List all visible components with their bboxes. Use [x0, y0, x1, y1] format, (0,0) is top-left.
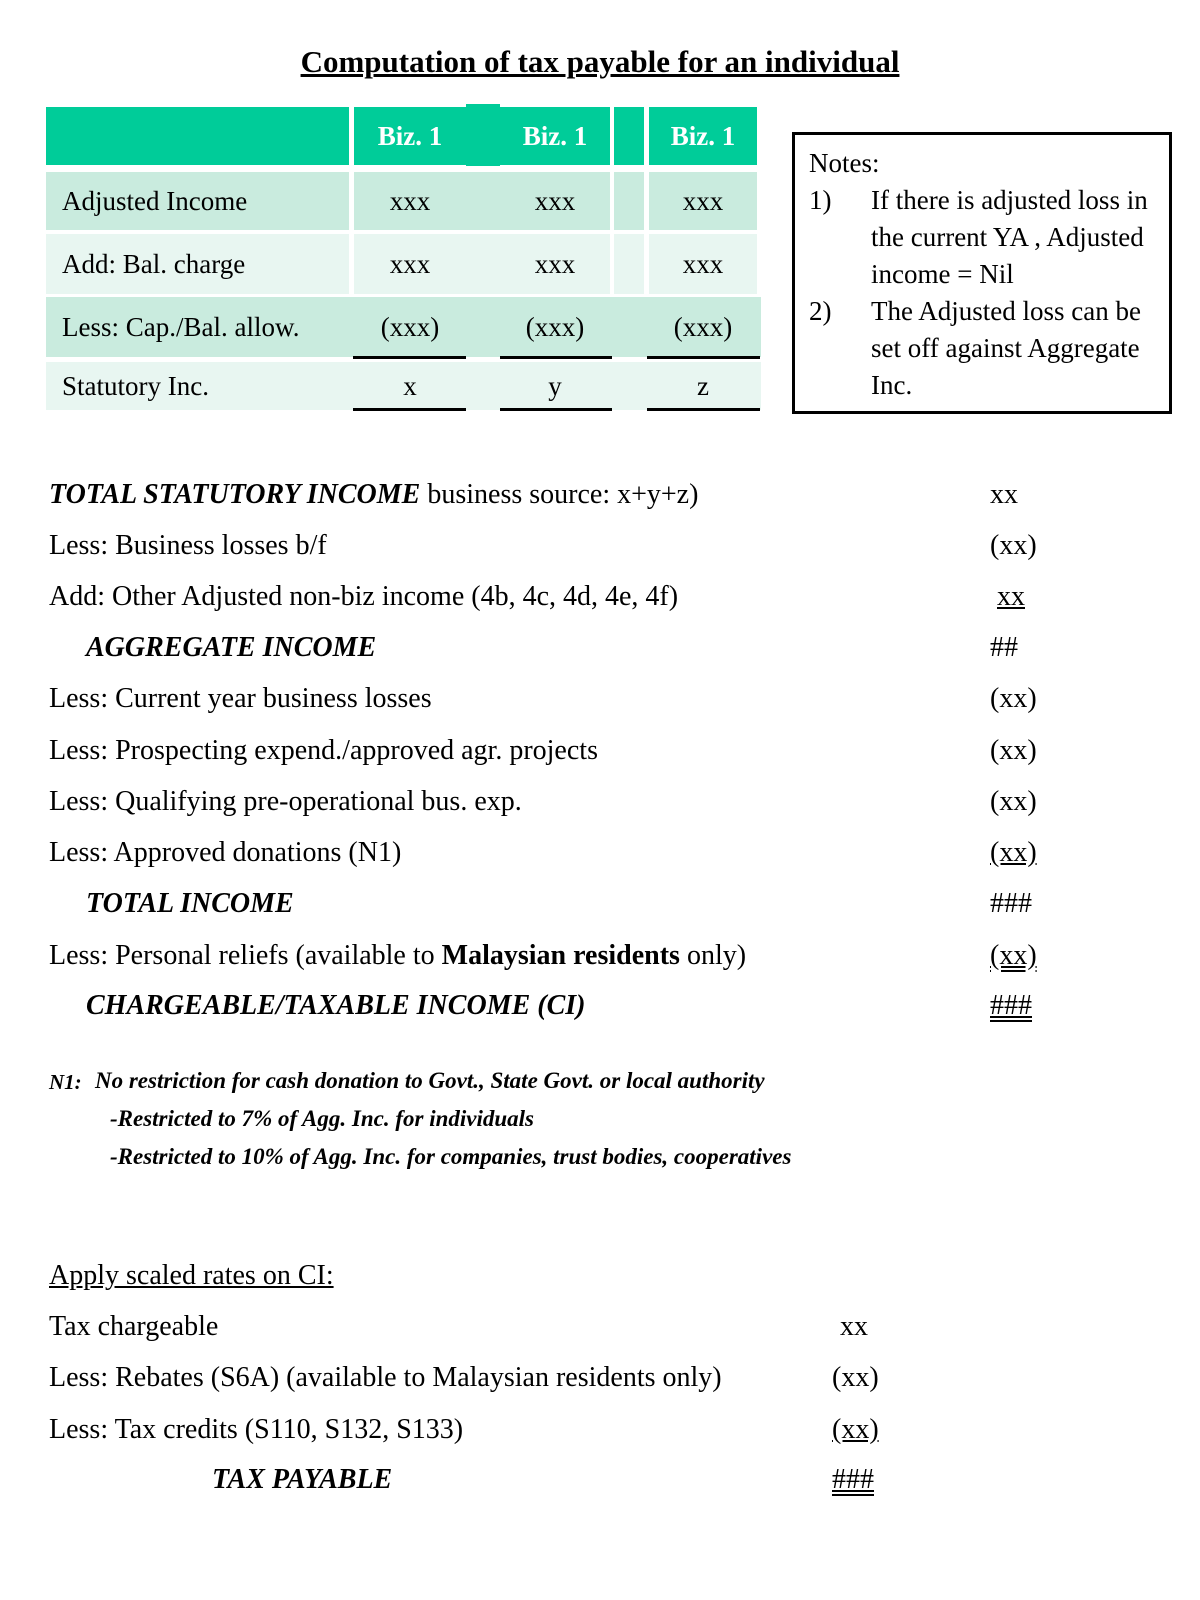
- table-header-gap: [614, 107, 644, 165]
- tax-payable-amount: ###: [832, 1464, 874, 1495]
- less-rebates-amount: (xx): [832, 1362, 879, 1393]
- table-cell: xxx: [500, 172, 610, 230]
- less-current-losses: Less: Current year business losses: [49, 683, 432, 714]
- table-header-biz-2: Biz. 1: [500, 107, 610, 165]
- row-label-balancing-charge: Add: Bal. charge: [46, 234, 349, 294]
- personal-reliefs-suffix: only): [679, 940, 747, 971]
- total-income-label: TOTAL INCOME: [86, 888, 294, 919]
- table-cell: xxx: [649, 234, 757, 294]
- total-statutory-income-label: TOTAL STATUTORY INCOME: [49, 479, 421, 510]
- total-line: [500, 408, 612, 411]
- chargeable-income-amount: ###: [990, 990, 1032, 1021]
- table-cell: (xxx): [525, 311, 585, 342]
- aggregate-income-label: AGGREGATE INCOME: [86, 632, 377, 663]
- subtotal-line: [500, 356, 612, 359]
- notes-heading: Notes:: [809, 148, 880, 178]
- less-preoperational-amount: (xx): [990, 786, 1037, 817]
- note-number: 2): [809, 296, 832, 326]
- table-cell: z: [697, 370, 709, 401]
- less-preoperational: Less: Qualifying pre-operational bus. exp.: [49, 786, 522, 817]
- table-spacer: [466, 172, 500, 230]
- table-cell: xxx: [500, 234, 610, 294]
- note-text: The Adjusted loss can be set off against Aggregate Inc.: [871, 296, 1141, 400]
- table-cell: xxx: [354, 172, 466, 230]
- table-cell: (xxx): [380, 311, 440, 342]
- add-other-income-amount: xx: [997, 581, 1025, 612]
- tax-payable-label: TAX PAYABLE: [212, 1464, 393, 1495]
- row-label-capital-allowance: Less: Cap./Bal. allow.: [46, 297, 349, 357]
- personal-reliefs-amount: (xx): [990, 940, 1037, 971]
- total-line: [647, 408, 760, 411]
- less-prospecting: Less: Prospecting expend./approved agr. projects: [49, 735, 598, 766]
- personal-reliefs-row: [49, 940, 746, 972]
- add-other-income: Add: Other Adjusted non-biz income (4b, 4c, 4d, 4e, 4f): [49, 581, 679, 612]
- note-text: If there is adjusted loss in the current YA , Adjusted income = Nil: [871, 185, 1148, 289]
- table-header-biz-3: Biz. 1: [649, 107, 757, 165]
- less-rebates: Less: Rebates (S6A) (available to Malaysian residents only): [49, 1362, 722, 1393]
- table-spacer: [614, 172, 644, 230]
- table-cell: xxx: [649, 172, 757, 230]
- less-tax-credits: Less: Tax credits (S110, S132, S133): [49, 1414, 464, 1445]
- row-label-adjusted-income: Adjusted Income: [46, 172, 349, 230]
- total-statutory-income-amount: xx: [990, 479, 1018, 510]
- total-line: [353, 408, 466, 411]
- table-cell: x: [403, 370, 417, 401]
- footnote-line: -Restricted to 7% of Agg. Inc. for individuals: [110, 1106, 535, 1131]
- table-cell: y: [548, 370, 562, 401]
- tax-chargeable-amount: xx: [840, 1311, 868, 1342]
- less-business-losses-bf: Less: Business losses b/f: [49, 530, 327, 561]
- tax-chargeable: Tax chargeable: [49, 1311, 219, 1342]
- less-tax-credits-amount: (xx): [832, 1414, 879, 1445]
- table-header-blank: [46, 107, 349, 165]
- tax-heading: Apply scaled rates on CI:: [49, 1260, 334, 1291]
- table-header-spacer: [466, 104, 500, 166]
- page-title: Computation of tax payable for an individual: [300, 44, 900, 79]
- total-income-amount: ###: [990, 888, 1032, 919]
- table-cell: (xxx): [673, 311, 733, 342]
- less-donations-amount: (xx): [990, 837, 1037, 868]
- personal-reliefs-prefix: Less: Personal reliefs (available to: [49, 940, 442, 971]
- personal-reliefs-bold: Malaysian residents: [441, 940, 680, 971]
- subtotal-line: [353, 356, 466, 359]
- less-donations: Less: Approved donations (N1): [49, 837, 402, 868]
- table-spacer: [614, 234, 644, 294]
- note-number: 1): [809, 185, 832, 215]
- table-cell: xxx: [354, 234, 466, 294]
- subtotal-line: [647, 356, 760, 359]
- footnote-lead: N1:: [49, 1070, 82, 1094]
- footnote-line: No restriction for cash donation to Govt., State Govt. or local authority: [95, 1068, 765, 1093]
- table-spacer: [466, 234, 500, 294]
- row-label-statutory-income: Statutory Inc.: [46, 362, 349, 410]
- total-statutory-income-suffix: business source: x+y+z): [420, 479, 699, 510]
- less-business-losses-bf-amount: (xx): [990, 530, 1037, 561]
- chargeable-income-label: CHARGEABLE/TAXABLE INCOME (CI): [86, 990, 586, 1021]
- total-statutory-income-row: [49, 479, 698, 511]
- less-current-losses-amount: (xx): [990, 683, 1037, 714]
- footnote-line: -Restricted to 10% of Agg. Inc. for companies, trust bodies, cooperatives: [110, 1144, 792, 1169]
- aggregate-income-amount: ##: [990, 632, 1018, 663]
- table-header-biz-1: Biz. 1: [354, 107, 466, 165]
- notes-box: [792, 132, 1172, 414]
- less-prospecting-amount: (xx): [990, 735, 1037, 766]
